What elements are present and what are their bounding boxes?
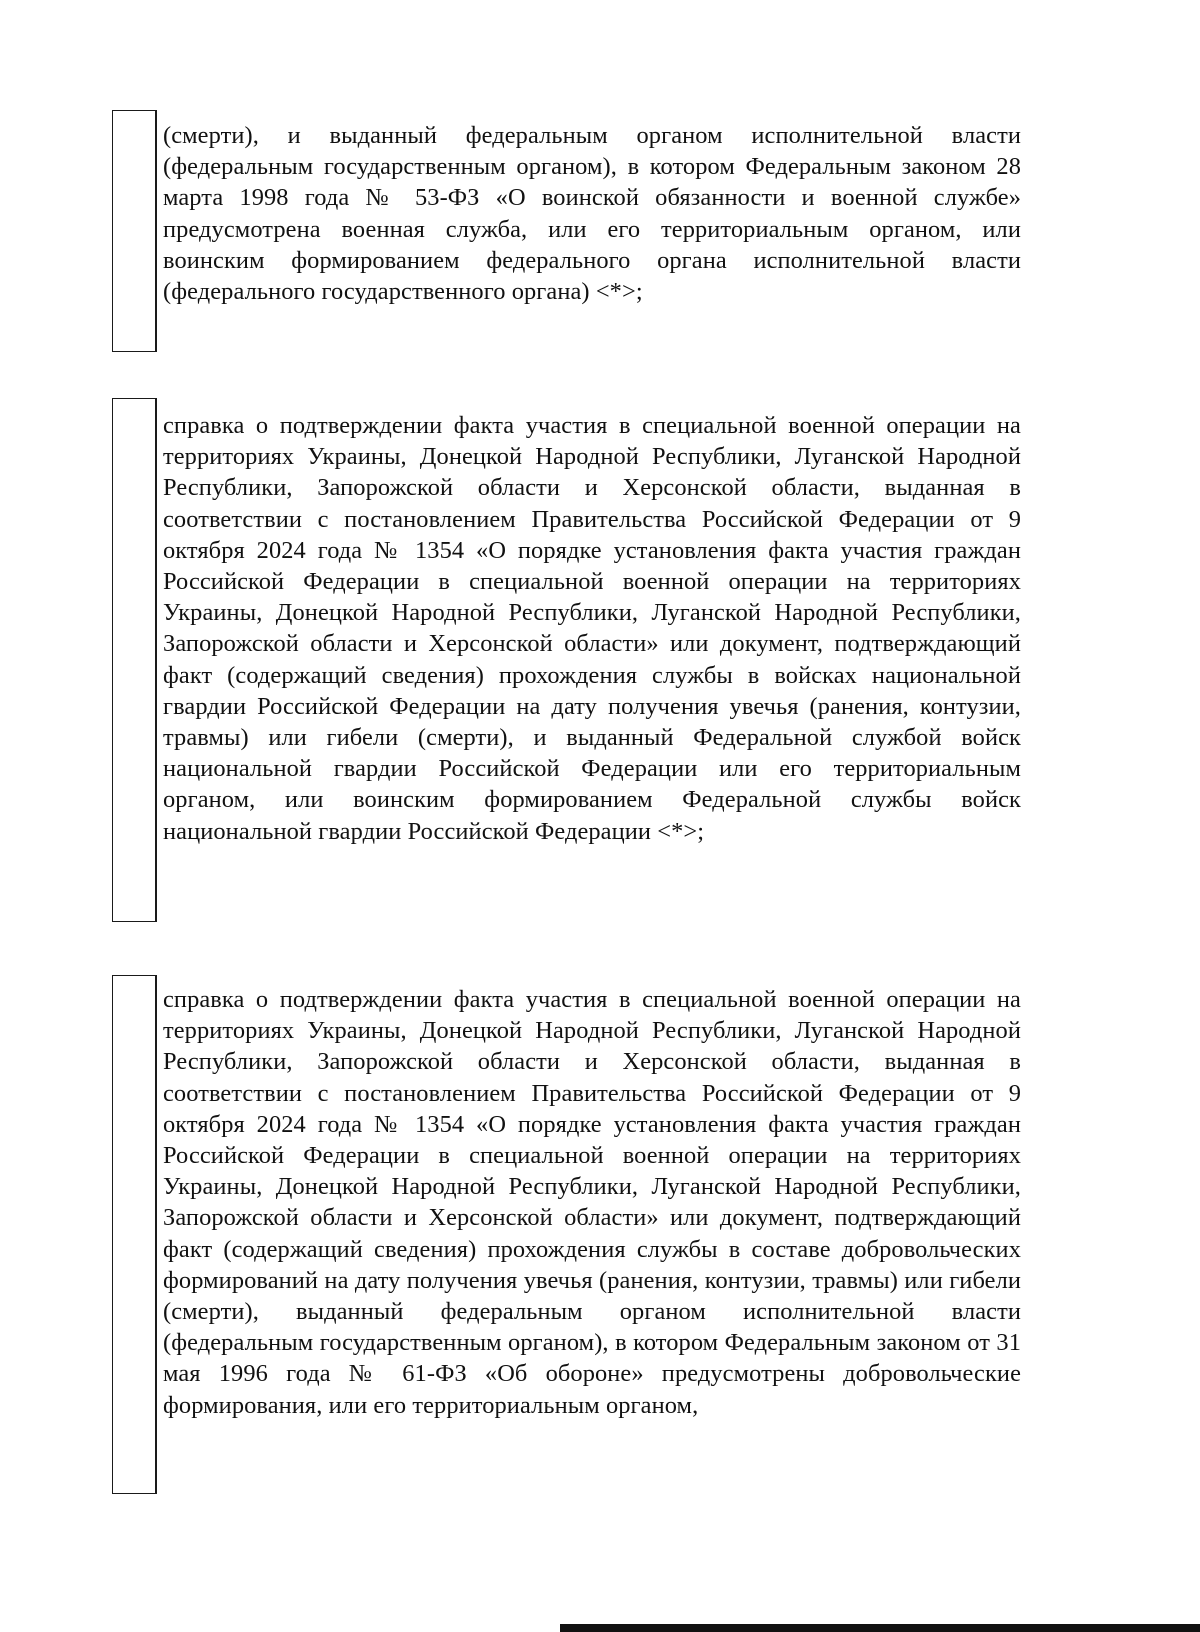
paragraph-3: справка о подтверждении факта участия в специальной военной операции на территориях Украины, Донецкой Народной Республики, Луганской Народной Республики, Запорожской области и Херсонской области, выданная в соответствии с постановлением Правительства Российской Федерации от 9 октября 2024 года № 1354 «О порядке установления факта участия граждан Российской Федерации в специальной военной операции на территориях Украины, Донецкой Народной Республики, Луганской Народной Республики, Запорожской области и Херсонской области» или документ, подтверждающий факт (содержащий сведения) прохождения службы в составе добровольческих формирований на дату получения увечья (ранения, контузии, травмы) или гибели (смерти), выданный федеральным органом исполнительной власти (федеральным государственным органом), в котором Федеральным законом от 31 мая 1996 года № 61-ФЗ «Об обороне» предусмотрены добровольческие формирования, или его территориальным органом,	[163, 986, 1021, 1419]
checkbox-1[interactable]	[112, 110, 156, 352]
checkbox-2-divider	[155, 398, 157, 922]
checkbox-3[interactable]	[112, 975, 156, 1494]
checkbox-3-divider	[155, 975, 157, 1494]
checkbox-2[interactable]	[112, 398, 156, 922]
paragraph-2: справка о подтверждении факта участия в специальной военной операции на территориях Украины, Донецкой Народной Республики, Луганской Народной Республики, Запорожской области и Херсонской области, выданная в соответствии с постановлением Правительства Российской Федерации от 9 октября 2024 года № 1354 «О порядке установления факта участия граждан Российской Федерации в специальной военной операции на территориях Украины, Донецкой Народной Республики, Луганской Народной Республики, Запорожской области и Херсонской области» или документ, подтверждающий факт (содержащий сведения) прохождения службы в войсках национальной гвардии Российской Федерации на дату получения увечья (ранения, контузии, травмы) или гибели (смерти), и выданный Федеральной службой войск национальной гвардии Российской Федерации или его территориальным органом, или воинским формированием Федеральной службы войск национальной гвардии Российской Федерации <*>;	[163, 412, 1021, 845]
checkbox-1-divider	[155, 110, 157, 352]
scan-edge-shadow	[560, 1624, 1200, 1632]
paragraph-1: (смерти), и выданный федеральным органом исполнительной власти (федеральным государственным органом), в котором Федеральным законом 28 марта 1998 года № 53-ФЗ «О воинской обязанности и военной службе» предусмотрена военная служба, или его территориальным органом, или воинским формированием федерального органа исполнительной власти (федерального государственного органа) <*>;	[163, 122, 1021, 306]
